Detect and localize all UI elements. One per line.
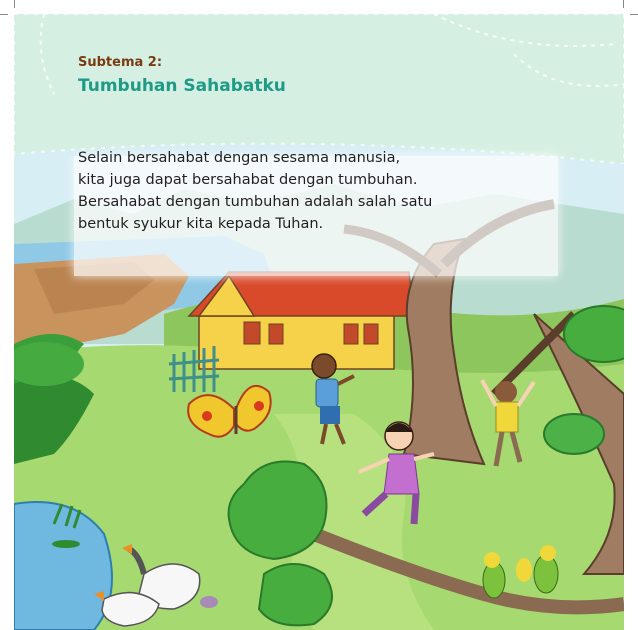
subtheme-title: Tumbuhan Sahabatku <box>78 76 286 96</box>
crop-mark-top-left <box>14 0 15 8</box>
subtheme-label: Subtema 2: <box>78 55 163 70</box>
crop-mark-right-top <box>630 14 638 15</box>
right-bush-lower <box>544 414 604 454</box>
paragraph-line: kita juga dapat bersahabat dengan tumbuhan. <box>78 172 418 188</box>
illustration-scene <box>14 14 624 630</box>
house <box>189 272 414 369</box>
intro-paragraph <box>78 147 548 235</box>
paragraph-line: bentuk syukur kita kepada Tuhan. <box>78 216 324 232</box>
paragraph-line: Selain bersahabat dengan sesama manusia, <box>78 150 401 166</box>
paragraph-line: Bersahabat dengan tumbuhan adalah salah satu <box>78 194 433 210</box>
crop-mark-top-right <box>623 0 624 8</box>
crop-mark-left-top <box>0 14 8 15</box>
